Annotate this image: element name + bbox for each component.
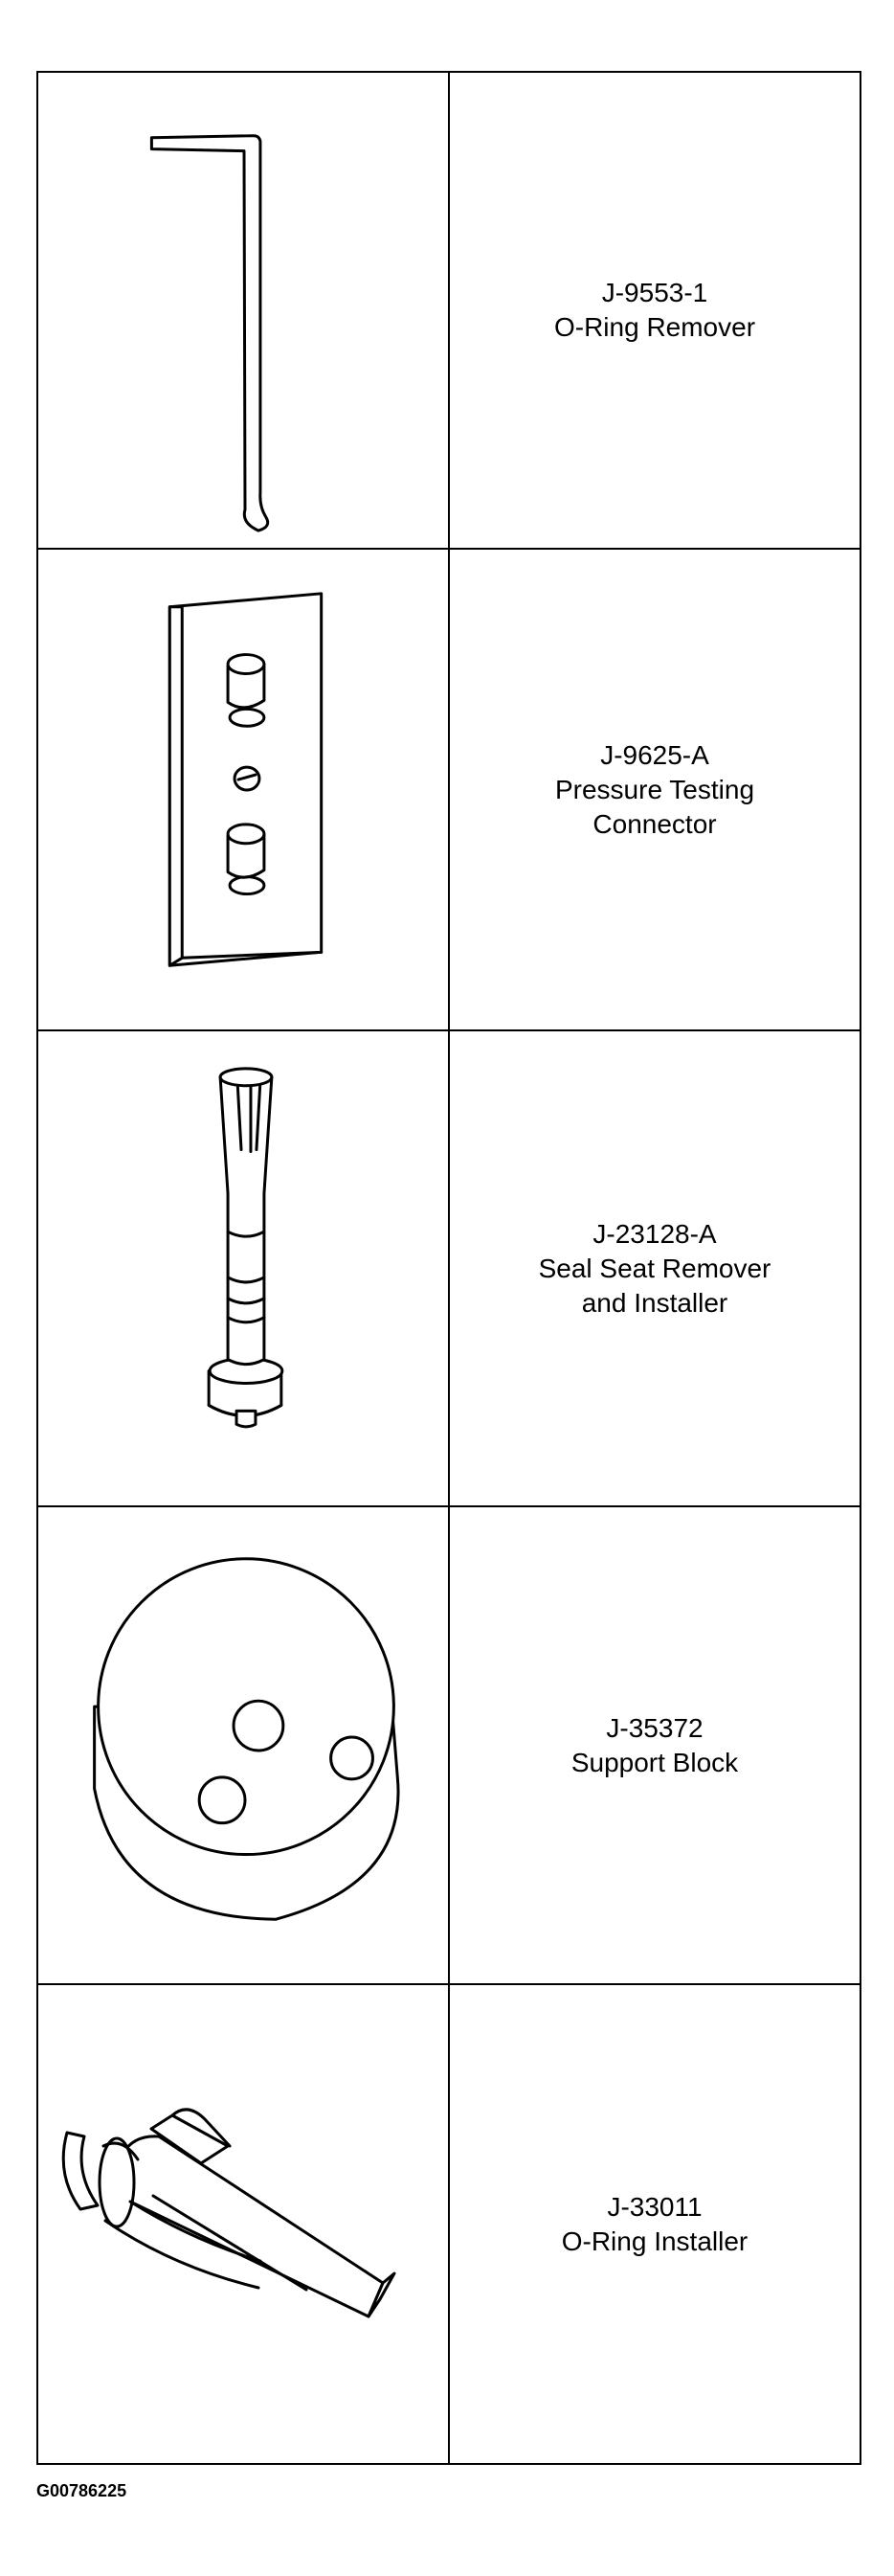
part-number: J-9553-1 xyxy=(601,278,708,307)
part-number: J-23128-A xyxy=(592,1218,717,1249)
tool-label xyxy=(450,1507,860,1983)
tool-label xyxy=(450,1985,860,2463)
tool-description: O-Ring Remover xyxy=(553,312,756,342)
tool-label xyxy=(450,73,860,548)
part-number: J-9625-A xyxy=(600,739,709,770)
part-number: J-35372 xyxy=(606,1712,704,1743)
tool-description: and Installer xyxy=(581,1287,728,1318)
tool-description: O-Ring Installer xyxy=(561,2226,749,2256)
tool-description: Pressure Testing xyxy=(554,774,755,804)
support-block-icon xyxy=(38,1507,450,1983)
tool-row xyxy=(38,550,860,1031)
tool-row xyxy=(38,1507,860,1985)
tool-label xyxy=(450,550,860,1029)
tool-label xyxy=(450,1031,860,1505)
figure-id: G00786225 xyxy=(36,2481,127,2500)
tool-description: Connector xyxy=(592,808,717,839)
tool-description: Seal Seat Remover xyxy=(538,1253,771,1283)
o-ring-remover-icon xyxy=(38,73,450,548)
part-number: J-33011 xyxy=(607,2191,703,2222)
o-ring-installer-icon xyxy=(38,1985,450,2463)
tool-description: Support Block xyxy=(570,1747,739,1777)
tool-row xyxy=(38,1031,860,1507)
tool-table xyxy=(36,71,861,2465)
seal-seat-remover-icon xyxy=(38,1031,450,1505)
pressure-testing-connector-icon xyxy=(38,550,450,1029)
tool-row xyxy=(38,73,860,550)
tool-row xyxy=(38,1985,860,2463)
